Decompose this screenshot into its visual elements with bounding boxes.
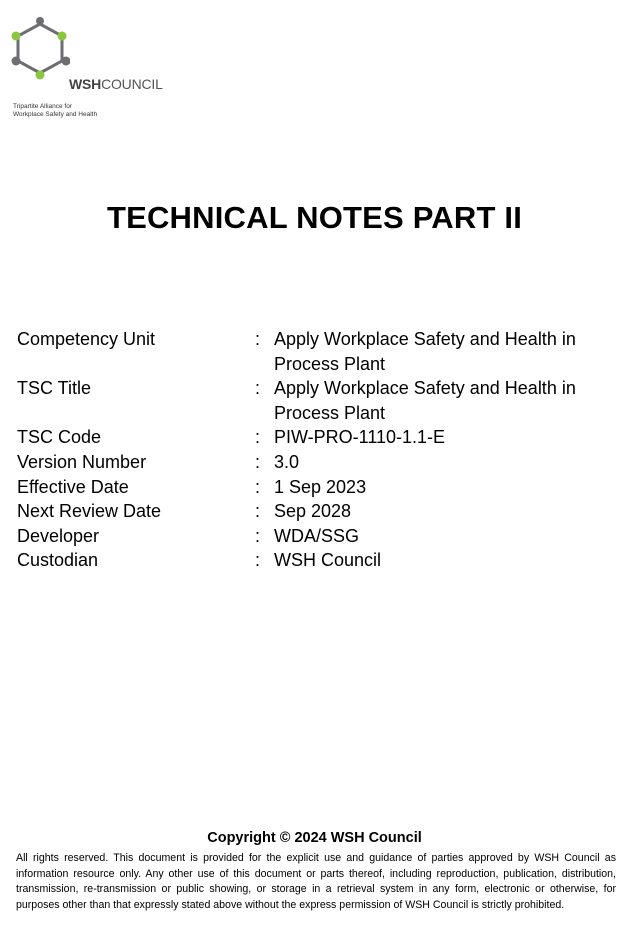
info-value: PIW-PRO-1110-1.1-E <box>274 427 446 448</box>
info-label: TSC Code <box>17 427 102 448</box>
info-label: Next Review Date <box>17 501 162 522</box>
info-row-custodian <box>17 548 617 573</box>
info-label: Effective Date <box>17 476 129 497</box>
info-row-effective-date <box>17 475 617 500</box>
logo-tagline: Tripartite Alliance for Workplace Safety and Health <box>13 103 98 118</box>
info-value: 1 Sep 2023 <box>274 476 367 497</box>
info-row-tsc-title <box>17 376 617 425</box>
wsh-hexagon-icon <box>10 17 70 81</box>
info-separator: : <box>255 476 261 497</box>
document-title: TECHNICAL NOTES PART II <box>106 200 523 235</box>
logo-wordmark: WSHCOUNCIL <box>69 76 163 92</box>
info-label: Developer <box>17 525 100 546</box>
wsh-council-logo <box>10 17 170 118</box>
info-value: Apply Workplace Safety and Health in Process Plant <box>274 378 576 423</box>
info-separator: : <box>255 378 261 399</box>
info-row-tsc-code <box>17 425 617 450</box>
info-row-version-number <box>17 450 617 475</box>
info-value: 3.0 <box>274 451 300 472</box>
info-separator: : <box>255 550 261 571</box>
info-label: Custodian <box>17 550 99 571</box>
info-separator: : <box>255 525 261 546</box>
info-separator: : <box>255 329 261 349</box>
info-row-competency-unit <box>17 327 617 376</box>
info-label: Competency Unit <box>17 329 156 349</box>
rights-notice: All rights reserved. This document is provided for the explicit use and guidance of parties approved by WSH Council as information resource only. Any other use of this document or parts thereof, including reproduction, publication, distribution, transmission, re-transmission or public showing, or storage in a retrieval system in any form, electronic or otherwise, for purposes other than that expressly stated above without the express permission of WSH Council is strictly prohibited. <box>16 852 616 911</box>
info-value: Apply Workplace Safety and Health in Process Plant <box>274 329 576 374</box>
info-value: WDA/SSG <box>274 525 360 546</box>
info-label: TSC Title <box>17 378 92 399</box>
copyright-heading: Copyright © 2024 WSH Council <box>207 830 422 846</box>
info-separator: : <box>255 501 261 522</box>
document-info-table <box>17 327 617 573</box>
info-value: Sep 2028 <box>274 501 352 522</box>
info-separator: : <box>255 427 261 448</box>
info-label: Version Number <box>17 451 147 472</box>
info-row-next-review-date <box>17 499 617 524</box>
info-separator: : <box>255 451 261 472</box>
info-value: WSH Council <box>274 550 382 571</box>
info-row-developer <box>17 524 617 549</box>
